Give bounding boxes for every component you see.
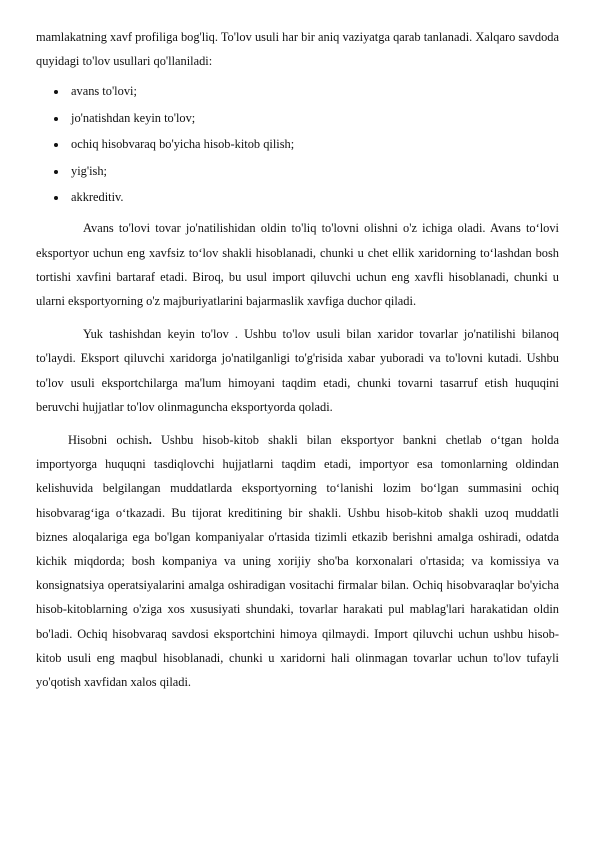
list-item-label: yig'ish; (71, 163, 107, 178)
bullet-icon (54, 90, 58, 94)
list-item (36, 105, 559, 131)
bullet-icon (54, 170, 58, 174)
list-item-label: ochiq hisobvaraq bo'yicha hisob-kitob qilish; (71, 137, 295, 152)
list-item-label: avans to'lovi; (71, 84, 137, 99)
list-item-label: akkreditiv. (71, 189, 124, 204)
paragraph-body: Ushbu hisob-kitob shakli bilan eksportyor bankni chetlab o‘tgan holda importyorga huquqni tasdiqlovchi hujjatlarni taqdim etadi, importyor esa tomonlarning oldindan kelishuvida belgilangan muddatlarda eksportyorning to‘lanishi lozim bo‘lgan summasini ochiq hisobvarag‘iga o‘tkazadi. Bu tijorat kreditining bir shakli. Ushbu hisob-kitob shakli uzoq muddatli biznes aloqalariga ega bo'lgan kompaniyalar o'rtasida tizimli etkazib berishni amalga oshiradi, odatda kichik miqdorda; bosh kompaniya va uning xorijiy sho'ba korxonalari o'rtasida; va komissiya va konsignatsiya operatsiyalarini amalga oshiradigan vositachi firmalar bilan. Ochiq hisobvaraqlar bo'yicha hisob-kitoblarning o'ziga xos xususiyati shundaki, tovarlar harakati pul mablag'lari harakatidan oldin bo'ladi. Ochiq hisobvaraq savdosi eksportchini himoya qilmaydi. Import qiluvchi uchun ushbu hisob-kitob usuli eng maqbul hisoblanadi, chunki u xaridorni hali olinmagan tovarlar uchun to'lov tufayli yo'qotish xavfidan xalos qiladi. (36, 432, 559, 690)
paragraph-avans: Avans to'lovi tovar jo'natilishidan oldin to'liq to'lovni olishni o'z ichiga oladi. Avans to‘lovi eksportyor uchun eng xavfsiz to‘lov shakli hisoblanadi, chunki u chet ellik xaridorning to‘lashdan bosh tortishi xavfini bartaraf etadi. Biroq, bu usul import qiluvchi uchun eng xavfli hisoblanadi, chunki u ularni eksportyorning o'z majburiyatlarini bajarmaslik xavfiga duchor qiladi. (36, 221, 559, 308)
bullet-icon (54, 117, 58, 121)
document-page (36, 25, 559, 694)
list-item-label: jo'natishdan keyin to'lov; (71, 110, 196, 125)
paragraph-lead-punct: . (148, 432, 152, 447)
paragraph-yuk: Yuk tashishdan keyin to'lov . Ushbu to'lov usuli bilan xaridor tovarlar jo'natilishi bilanoq to'laydi. Eksport qiluvchi xaridorga jo'natilganligi to'g'risida xabar yuboradi va to'lovni kutadi. Ushbu to'lov usuli eksportchilarga ma'lum himoyani taqdim etadi, chunki tovarni tasarruf etish huquqini beruvchi hujjatlar to'lov olinmaguncha eksportyorda qoladi. (36, 327, 559, 414)
list-item (36, 131, 559, 157)
payment-methods-list (36, 78, 559, 210)
bullet-icon (54, 143, 58, 147)
list-item (36, 158, 559, 184)
list-item (36, 78, 559, 104)
list-item (36, 184, 559, 210)
bullet-icon (54, 196, 58, 200)
paragraph-lead: Hisobni ochish (68, 432, 149, 447)
paragraph-hisob (36, 428, 559, 694)
paragraph-intro: mamlakatning xavf profiliga bog'liq. To'lov usuli har bir aniq vaziyatga qarab tanlanadi. Xalqaro savdoda quyidagi to'lov usullari qo'llaniladi: (36, 30, 559, 69)
